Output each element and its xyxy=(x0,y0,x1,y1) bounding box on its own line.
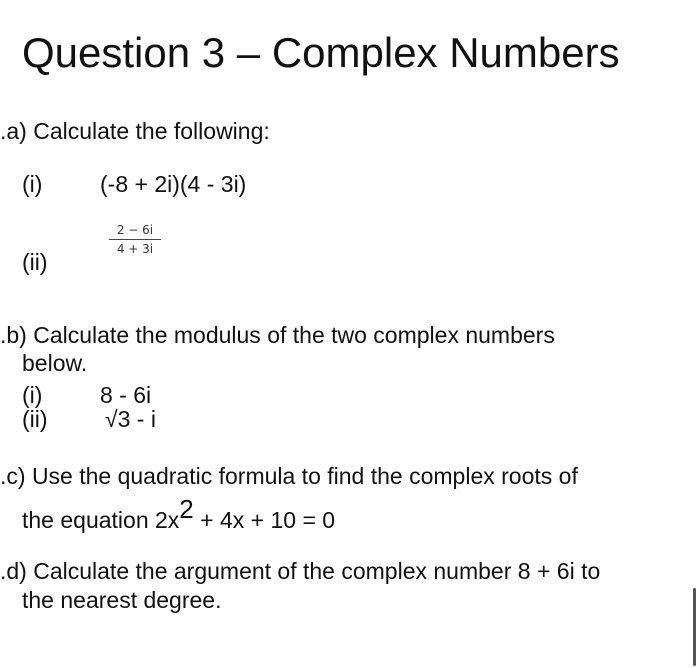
part-c-line1: .c) Use the quadratic formula to find the complex roots of xyxy=(0,463,578,489)
part-b-i-label: (i) xyxy=(22,382,43,408)
part-b-heading-line2: below. xyxy=(22,350,88,376)
part-b-ii-label: (ii) xyxy=(22,406,48,432)
part-a-i-expression: (-8 + 2i)(4 - 3i) xyxy=(100,171,247,197)
equation-suffix: + 4x + 10 = 0 xyxy=(193,507,336,533)
part-d-line1: .d) Calculate the argument of the complex number 8 + 6i to xyxy=(0,558,601,584)
fraction-denominator: 4 + 3i xyxy=(116,242,154,256)
part-d-line2: the nearest degree. xyxy=(22,587,222,613)
part-a-ii-label: (ii) xyxy=(22,249,48,275)
part-a-ii-fraction xyxy=(107,223,163,256)
part-b-ii-expression: √3 - i xyxy=(105,406,156,432)
part-a-i-label: (i) xyxy=(22,171,43,197)
equation-exponent: 2 xyxy=(179,494,194,524)
part-b-heading-line1: .b) Calculate the modulus of the two complex numbers xyxy=(0,322,555,348)
page-title: Question 3 – Complex Numbers xyxy=(22,29,620,76)
part-a-heading: .a) Calculate the following: xyxy=(0,118,270,144)
part-b-i-expression: 8 - 6i xyxy=(100,382,152,408)
fraction-numerator: 2 − 6i xyxy=(116,223,154,237)
vertical-scrollbar[interactable] xyxy=(693,588,696,666)
fraction-bar xyxy=(109,239,161,240)
part-c-line2 xyxy=(22,494,336,534)
equation-prefix: the equation 2x xyxy=(22,507,180,533)
